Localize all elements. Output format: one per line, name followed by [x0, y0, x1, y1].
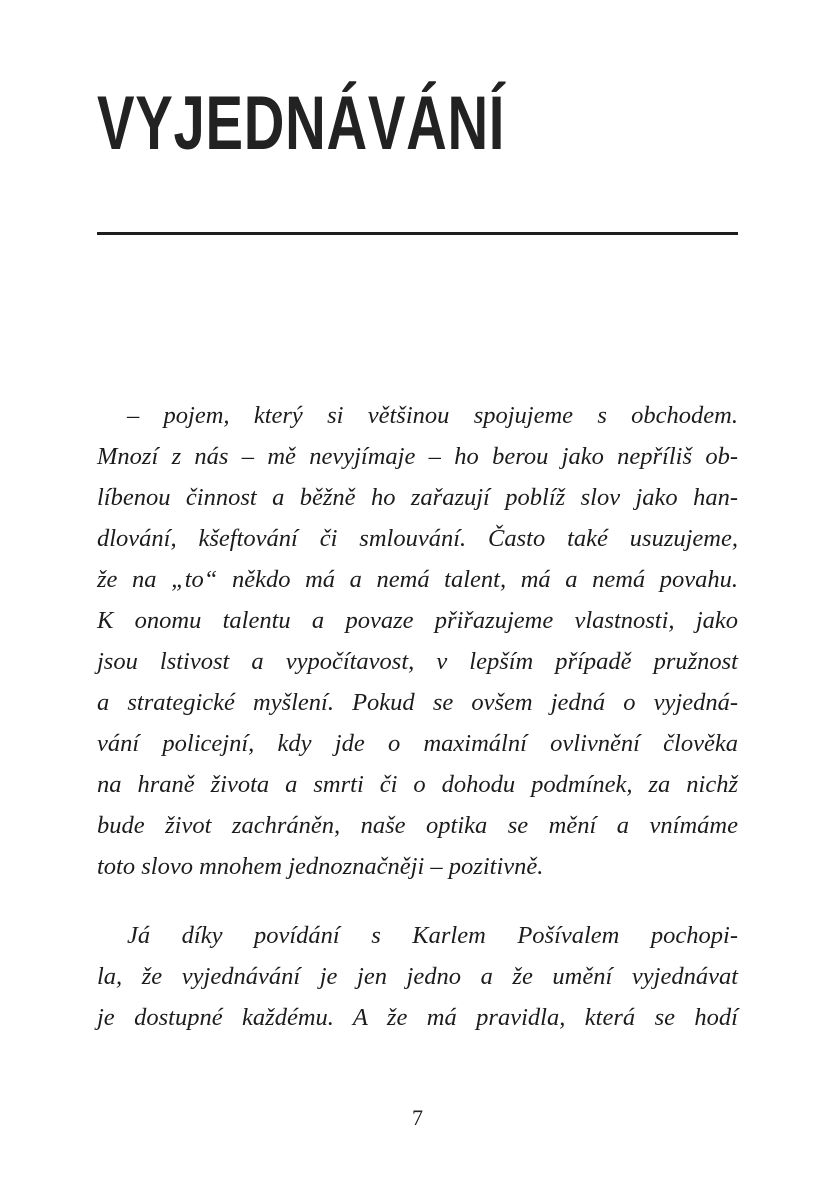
- paragraph-1-line-9: vání policejní, kdy jde o maximální ovlivnění člověka: [97, 730, 738, 757]
- paragraph-1-line-4: dlování, kšeftování či smlouvání. Často také usuzujeme,: [97, 525, 738, 552]
- title-divider: [97, 232, 738, 235]
- paragraph-1-line-1: – pojem, který si většinou spojujeme s obchodem.: [127, 402, 738, 429]
- paragraph-1-line-3: líbenou činnost a běžně ho zařazují poblíž slov jako han-: [97, 484, 738, 511]
- chapter-title: VYJEDNÁVÁNÍ: [97, 81, 506, 166]
- paragraph-2-line-2: la, že vyjednávání je jen jedno a že umění vyjednávat: [97, 963, 738, 990]
- paragraph-1-line-11: bude život zachráněn, naše optika se mění a vnímáme: [97, 812, 738, 839]
- page-number: 7: [412, 1105, 423, 1130]
- paragraph-2-line-1: Já díky povídání s Karlem Pošívalem pochopi-: [127, 922, 738, 949]
- paragraph-1-line-2: Mnozí z nás – mě nevyjímaje – ho berou jako nepříliš ob-: [97, 443, 738, 470]
- paragraph-1-line-7: jsou lstivost a vypočítavost, v lepším případě pružnost: [97, 648, 738, 675]
- paragraph-1-line-10: na hraně života a smrti či o dohodu podmínek, za nichž: [97, 771, 738, 798]
- paragraph-1-line-8: a strategické myšlení. Pokud se ovšem jedná o vyjedná-: [97, 689, 738, 716]
- paragraph-2-line-3: je dostupné každému. A že má pravidla, která se hodí: [97, 1004, 738, 1031]
- paragraph-1-line-6: K onomu talentu a povaze přiřazujeme vlastnosti, jako: [97, 607, 738, 634]
- paragraph-1-line-5: že na „to“ někdo má a nemá talent, má a nemá povahu.: [97, 566, 738, 593]
- paragraph-1-line-12: toto slovo mnohem jednoznačněji – pozitivně.: [97, 853, 544, 880]
